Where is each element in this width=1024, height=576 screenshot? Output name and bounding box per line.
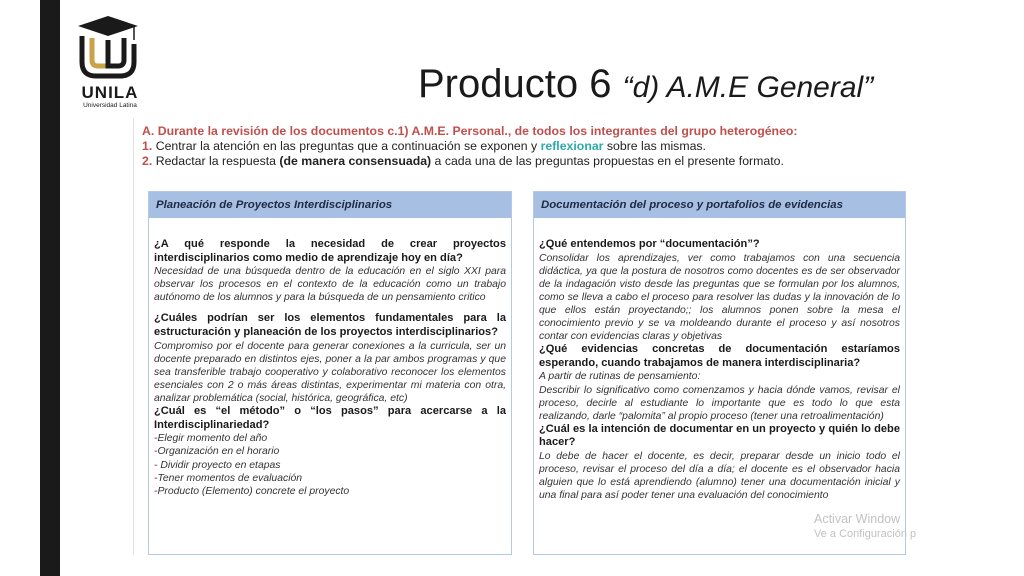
documentation-question-2: ¿Qué evidencias concretas de documentación estaríamos esperando, cuando trabajamos de manera interdisciplinaria? (539, 343, 900, 369)
planning-answer-1: Necesidad de una búsqueda dentro de la educación en el siglo XXI para observar los procesos en el contexto de la educación como un trabajo autónomo de los alumnos y para la búsqueda de un pensamiento critico (154, 266, 506, 304)
planning-answer-2: Compromiso por el docente para generar conexiones a la curricula, ser un docente preparado en distintos ejes, poner a la par ambos programas y que sea transferible trabajo cooperativo y colaborativo reconocer los elementos esenciales con 2 o más áreas distintas, experimentar mi materia con otra, analizar problemática (social, histórica, geográfica, etc) (154, 340, 506, 405)
documentation-column-body (534, 218, 905, 502)
activation-watermark (814, 512, 916, 540)
instructions (142, 124, 912, 169)
instruction-1-text: Centrar la atención en las preguntas que a continuación se exponen y (155, 139, 541, 153)
planning-column-header: Planeación de Proyectos Interdisciplinarios (149, 192, 511, 218)
activation-watermark-line2: Ve a Configuración p (814, 528, 917, 540)
left-accent-bar (40, 0, 60, 576)
planning-column-body (149, 218, 511, 498)
documentation-column-header: Documentación del proceso y portafolios de evidencias (534, 192, 905, 218)
instruction-a-text: Durante la revisión de los documentos c.1) A.M.E. Personal., de todos los integrantes del grupo heterogéneo: (157, 124, 798, 138)
instruction-1-text-end: sobre las mismas. (603, 139, 706, 153)
documentation-column (533, 191, 906, 555)
planning-column (148, 191, 512, 555)
documentation-answer-2: Describir lo significativo como comenzamos y hacia dónde vamos, revisar el proceso, decirle al estudiante lo importante que es todo lo que esta realizando, darle “palomita” al propio proceso (tener una retroalimentación) (539, 384, 900, 422)
instruction-2-number: 2. (142, 154, 153, 168)
instruction-1-emphasis: reflexionar (540, 139, 604, 153)
documentation-answer-2-intro: A partir de rutinas de pensamiento: (539, 371, 701, 383)
instruction-2 (142, 154, 912, 169)
documentation-question-1: ¿Qué entendemos por “documentación”? (539, 238, 760, 250)
instruction-1-number: 1. (142, 139, 153, 153)
planning-question-1: ¿A qué responde la necesidad de crear proyectos interdisciplinarios como medio de aprendizaje hoy en día? (154, 238, 506, 264)
planning-answer-3-item: -Elegir momento del año (154, 433, 268, 445)
instruction-2-text-end: a cada una de las preguntas propuestas en el presente formato. (431, 154, 784, 168)
planning-answer-3-item: - Dividir proyecto en etapas (154, 459, 281, 471)
instruction-2-text: Redactar la respuesta (155, 154, 280, 168)
slide-title (418, 60, 873, 112)
brand-block (70, 84, 150, 110)
documentation-answer-1: Consolidar los aprendizajes, ver como trabajamos con una secuencia didáctica, ya que la postura de nosotros como docentes es de ser observador de la indagación visto desde las preguntas que se formulan por los alumnos, como se lleva a cabo el proceso para resolver las dudas y la innovación de lo que ellos están proyectando;; los alumnos ponen sobre la mesa el conocimiento previo y se va moldeando durante el proceso y así nosotros contar con evidencias claras y objetivas (539, 252, 900, 343)
instruction-2-emphasis: (de manera consensuada) (279, 154, 432, 168)
planning-question-3: ¿Cuál es “el método” o “los pasos” para acercarse a la Interdisciplinariedad? (154, 405, 506, 431)
documentation-question-3: ¿Cuál es la intención de documentar en un proyecto y quién lo debe hacer? (539, 422, 900, 449)
planning-question-2: ¿Cuáles podrían ser los elementos fundamentales para la estructuración y planeación de los proyectos interdisciplinarios? (154, 312, 506, 339)
brand-name: UNILA (81, 83, 139, 102)
planning-answer-3-item: -Tener momentos de evaluación (154, 472, 303, 484)
instruction-a (142, 124, 912, 139)
documentation-answer-3: Lo debe de hacer el docente, es decir, preparar desde un inicio todo el proceso, revisar el proceso del día a día; el docente es el observador hacia alguien que lo está aprendiendo (alumno) tener una documentación inicial y una final para así poder tener una evaluación del conocimiento (539, 451, 900, 502)
planning-answer-3-item: -Producto (Elemento) concrete el proyecto (154, 485, 350, 497)
slide-title-sub: “d) A.M.E General” (622, 71, 874, 104)
activation-watermark-line1: Activar Window (814, 512, 901, 526)
planning-answer-3-item: -Organización en el horario (154, 446, 280, 458)
slide-title-main: Producto 6 (418, 62, 623, 106)
brand-subtitle: Universidad Latina (83, 102, 137, 109)
instruction-1 (142, 139, 912, 154)
instruction-a-letter: A. (142, 124, 155, 138)
